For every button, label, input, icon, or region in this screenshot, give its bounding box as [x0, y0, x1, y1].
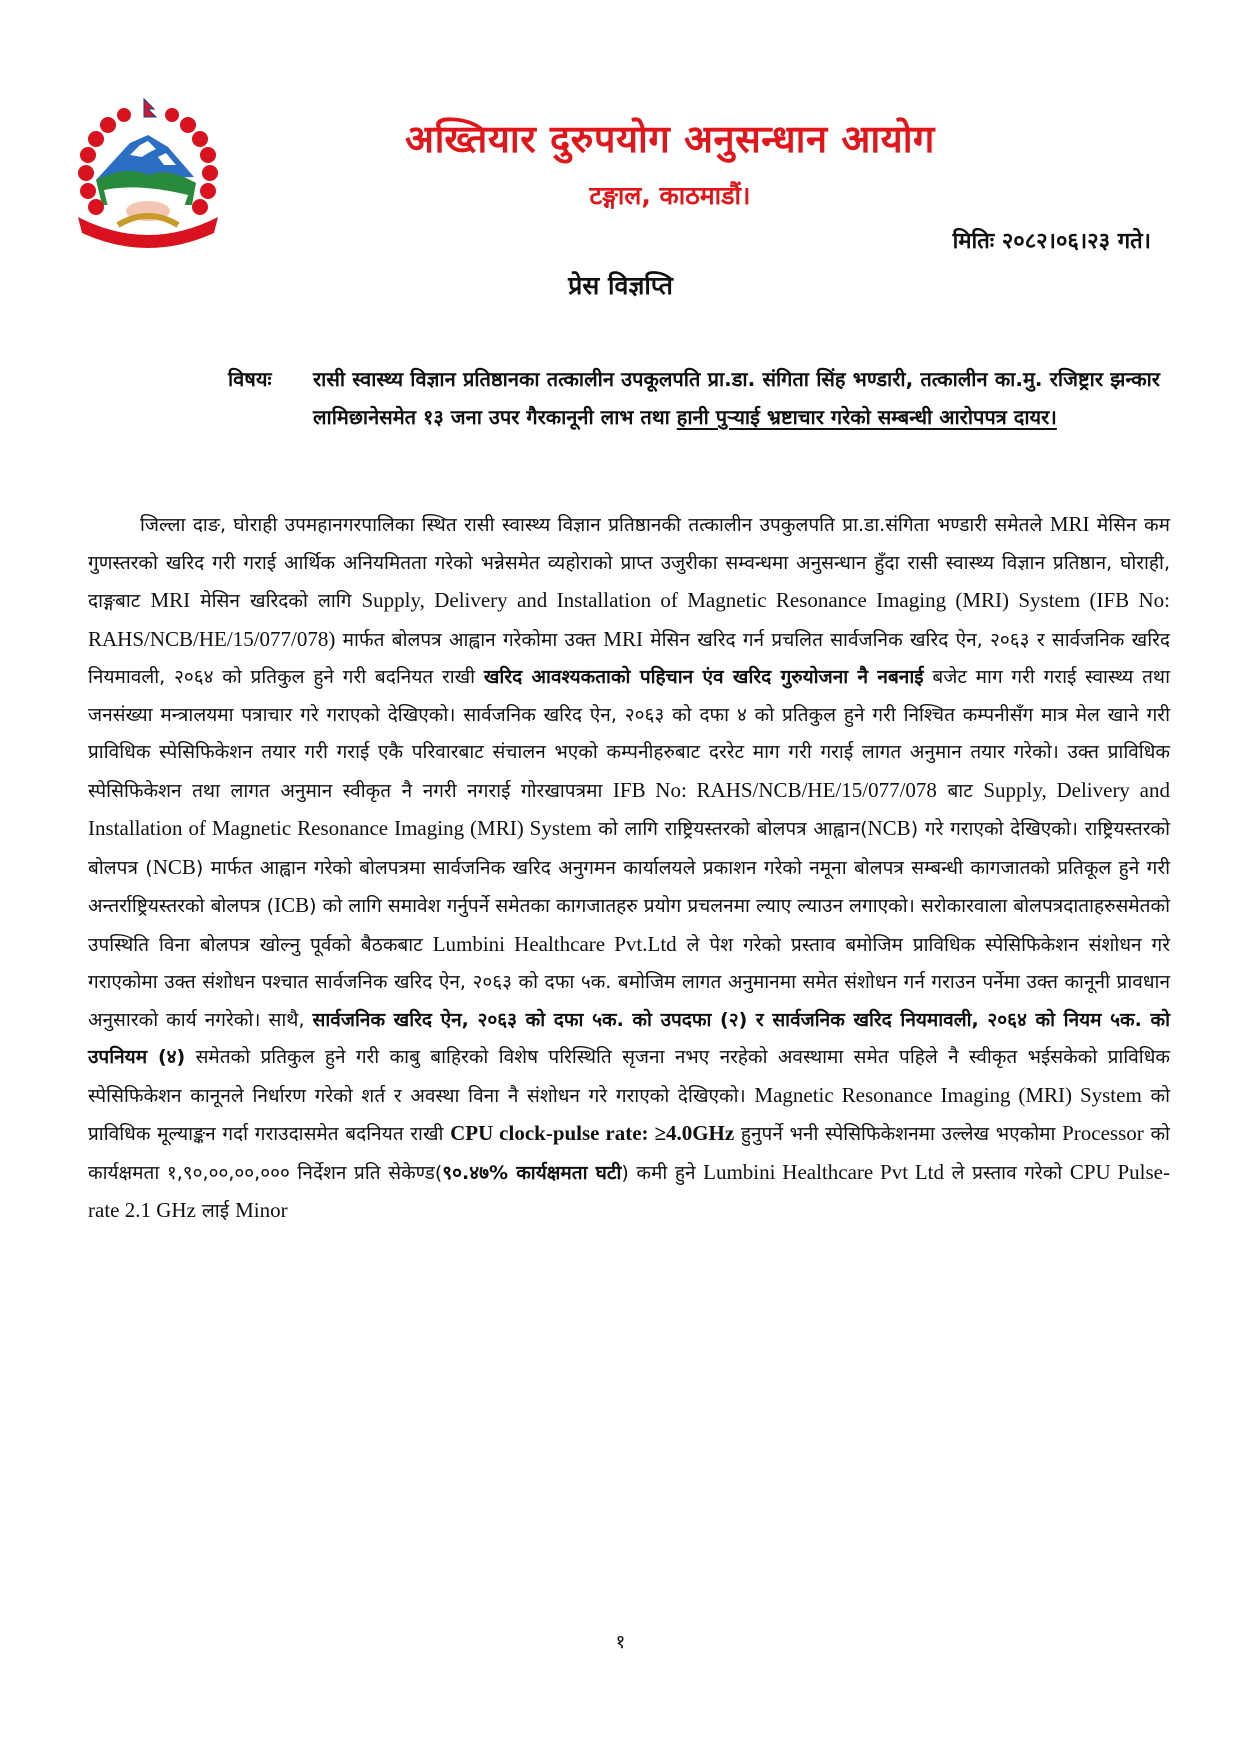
- subject-label: विषयः: [228, 367, 272, 391]
- organization-name: अख्तियार दुरुपयोग अनुसन्धान आयोग: [405, 117, 935, 161]
- body-segment: MRI: [150, 588, 191, 612]
- body-segment: मार्फत बोलपत्र आह्वान गरेकोमा उक्त: [335, 628, 604, 651]
- body-segment: Lumbini Healthcare Pvt.Ltd: [432, 931, 677, 956]
- body-segment: ) कमी हुने: [621, 1161, 704, 1184]
- body-segment: हुनुपर्ने भनी स्पेसिफिकेशनमा उल्लेख भएकोमा: [734, 1123, 1063, 1145]
- document-date: मितिः २०८२।०६।२३ गते।: [952, 229, 1151, 254]
- page-number: १: [615, 1631, 626, 1653]
- body-segment: ICB: [274, 893, 310, 917]
- body-segment: ले पेश गरेको प्रस्ताव बमोजिम प्राविधिक स्पेसिफिकेशन संशोधन गरे गराएकोमा उक्त संशोधन पश्चात सार्वजनिक खरिद ऐन, २०६३ को दफा ५क. बमोजिम लागत अनुमानमा समेत संशोधन गर्न गराउन पर्नेमा उक्त कानूनी प्रावधान अनुसारको कार्य नगरेको। साथै,: [88, 933, 1170, 1031]
- body-segment: बजेट माग गरी गराई स्वास्थ्य तथा जनसंख्या मन्त्रालयमा पत्राचार गरे गराएको देखिएको। सार्वजनिक खरिद ऐन, २०६३ को दफा ४ को प्रतिकुल हुने गरी निश्चित कम्पनीसँग मात्र मेल खाने गरी प्राविधिक स्पेसिफिकेशन तयार गरी गराई एकै परिवारबाट संचालन भएको कम्पनीहरुबाट दररेट माग गरी गराई लागत अनुमान तयार गरेको। उक्त प्राविधिक स्पेसिफिकेशन तथा लागत अनुमान स्वीकृत नै नगरी नगराई गोरखापत्रमा: [88, 666, 1170, 802]
- body-segment: मेसिन खरिद गर्न प्रचलित सार्वजनिक खरिद ऐन, २०६३ र सार्वजनिक खरिद नियमावली, २०६४ को प्रतिकुल हुने गरी बदनियत राखी: [88, 628, 1170, 688]
- document-title: प्रेस विज्ञप्ति: [568, 271, 673, 300]
- emblem-icon: [68, 95, 228, 255]
- body-segment: को लागि राष्ट्रियस्तरको बोलपत्र आह्वान(: [591, 818, 868, 840]
- body-segment: Lumbini Healthcare Pvt Ltd: [703, 1159, 945, 1184]
- body-segment: जिल्ला दाङ, घोराही उपमहानगरपालिका स्थित रासी स्वास्थ्य विज्ञान प्रतिष्ठानकी तत्कालीन उपकुलपति प्रा.डा.संगिता भण्डारी समेतले: [140, 514, 1050, 536]
- body-segment: Processor: [1062, 1121, 1144, 1145]
- organization-address: टङ्गाल, काठमाडौं।: [589, 181, 751, 210]
- body-segment: को प्राविधिक मूल्याङ्कन गर्दा गराउदासमेत बदनियत राखी: [88, 1084, 1170, 1145]
- body-segment-bold: CPU clock-pulse rate: ≥4.0GHz: [450, 1121, 735, 1145]
- body-segment: IFB No: RAHS/NCB/HE/15/077/078: [612, 777, 937, 802]
- subject-block: [228, 360, 1160, 436]
- subject-text-main: रासी स्वास्थ्य विज्ञान प्रतिष्ठानका तत्कालीन उपकूलपति प्रा.डा. संगिता सिंह भण्डारी, तत्कालीन का.मु. रजिष्ट्रार झन्कार लामिछानेसमेत १३ जना उपर गैरकानूनी लाभ तथा: [313, 367, 1160, 429]
- body-segment: ले प्रस्ताव गरेको: [944, 1161, 1070, 1184]
- body-segment: NCB: [152, 854, 196, 879]
- body-segment: को कार्यक्षमता १,९०,००,००,००० निर्देशन प्रति सेकेण्ड(: [88, 1123, 1170, 1184]
- body-segment: MRI: [1049, 512, 1090, 536]
- body-segment: ) गरे गराएको देखिएको। राष्ट्रियस्तरको बोलपत्र (: [88, 818, 1170, 879]
- body-segment: Minor: [235, 1198, 288, 1222]
- body-segment: CPU Pulse-rate 2.1 GHz: [88, 1159, 1170, 1222]
- body-segment: ) को लागि समावेश गर्नुपर्ने समेतका कागजातहरु प्रयोग प्रचलनमा ल्याए ल्याउन लगाएको। सरोकारवाला बोलपत्रदाताहरुसमेतको उपस्थिति विना बोलपत्र खोल्नु पूर्वको बैठकबाट: [88, 895, 1170, 956]
- body-segment: लाई: [195, 1200, 236, 1222]
- nepal-government-emblem: [68, 95, 228, 255]
- body-segment: मेसिन खरिदको लागि: [190, 590, 362, 612]
- body-segment: Supply, Delivery and Installation of Magnetic Resonance Imaging (MRI) System: [88, 777, 1170, 840]
- subject-text-underlined: हानी पुऱ्याई भ्रष्टाचार गरेको सम्बन्धी आरोपपत्र दायर।: [676, 405, 1057, 429]
- body-paragraph: [88, 506, 1170, 1231]
- body-segment: मेसिन कम गुणस्तरको खरिद गरी गराई आर्थिक अनियमितता गरेको भन्नेसमेत व्यहोराको प्राप्त उजुरीका सम्वन्धमा अनुसन्धान हुँदा रासी स्वास्थ्य विज्ञान प्रतिष्ठान, घोराही, दाङ्गबाट: [88, 514, 1170, 612]
- body-segment: समेतको प्रतिकुल हुने गरी काबु बाहिरको विशेष परिस्थिति सृजना नभए नरहेको अवस्थामा समेत पहिले नै स्वीकृत भईसकेको प्राविधिक स्पेसिफिकेशन कानूनले निर्धारण गरेको शर्त र अवस्था विना नै संशोधन गरे गराएको देखिएको।: [88, 1046, 1170, 1107]
- body-segment-bold: सार्वजनिक खरिद ऐन, २०६३ को दफा ५क. को उपदफा (२) र सार्वजनिक खरिद नियमावली, २०६४ को नियम ५क. को उपनियम (४): [88, 1008, 1170, 1068]
- subject-text: [313, 360, 1160, 436]
- body-segment: ) मार्फत आह्वान गरेको बोलपत्रमा सार्वजनिक खरिद अनुगमन कार्यालयले प्रकाशन गरेको नमूना बोलपत्र सम्बन्धी कागजातको प्रतिकूल हुने गरी अन्तर्राष्ट्रियस्तरको बोलपत्र (: [88, 856, 1171, 917]
- body-segment: Supply, Delivery and Installation of Magnetic Resonance Imaging (MRI) System (IFB No: RAHS/NCB/HE/15/077/078): [88, 588, 1170, 651]
- body-segment: MRI: [603, 626, 643, 651]
- body-segment: NCB: [867, 816, 911, 840]
- body-segment-bold: खरिद आवश्यकताको पहिचान एंव खरिद गुरुयोजना नै नबनाई: [483, 666, 924, 688]
- body-segment: बाट: [936, 779, 984, 802]
- body-segment-bold: ९०.४७% कार्यक्षमता घटी: [442, 1161, 622, 1184]
- body-segment: Magnetic Resonance Imaging (MRI) System: [754, 1082, 1142, 1107]
